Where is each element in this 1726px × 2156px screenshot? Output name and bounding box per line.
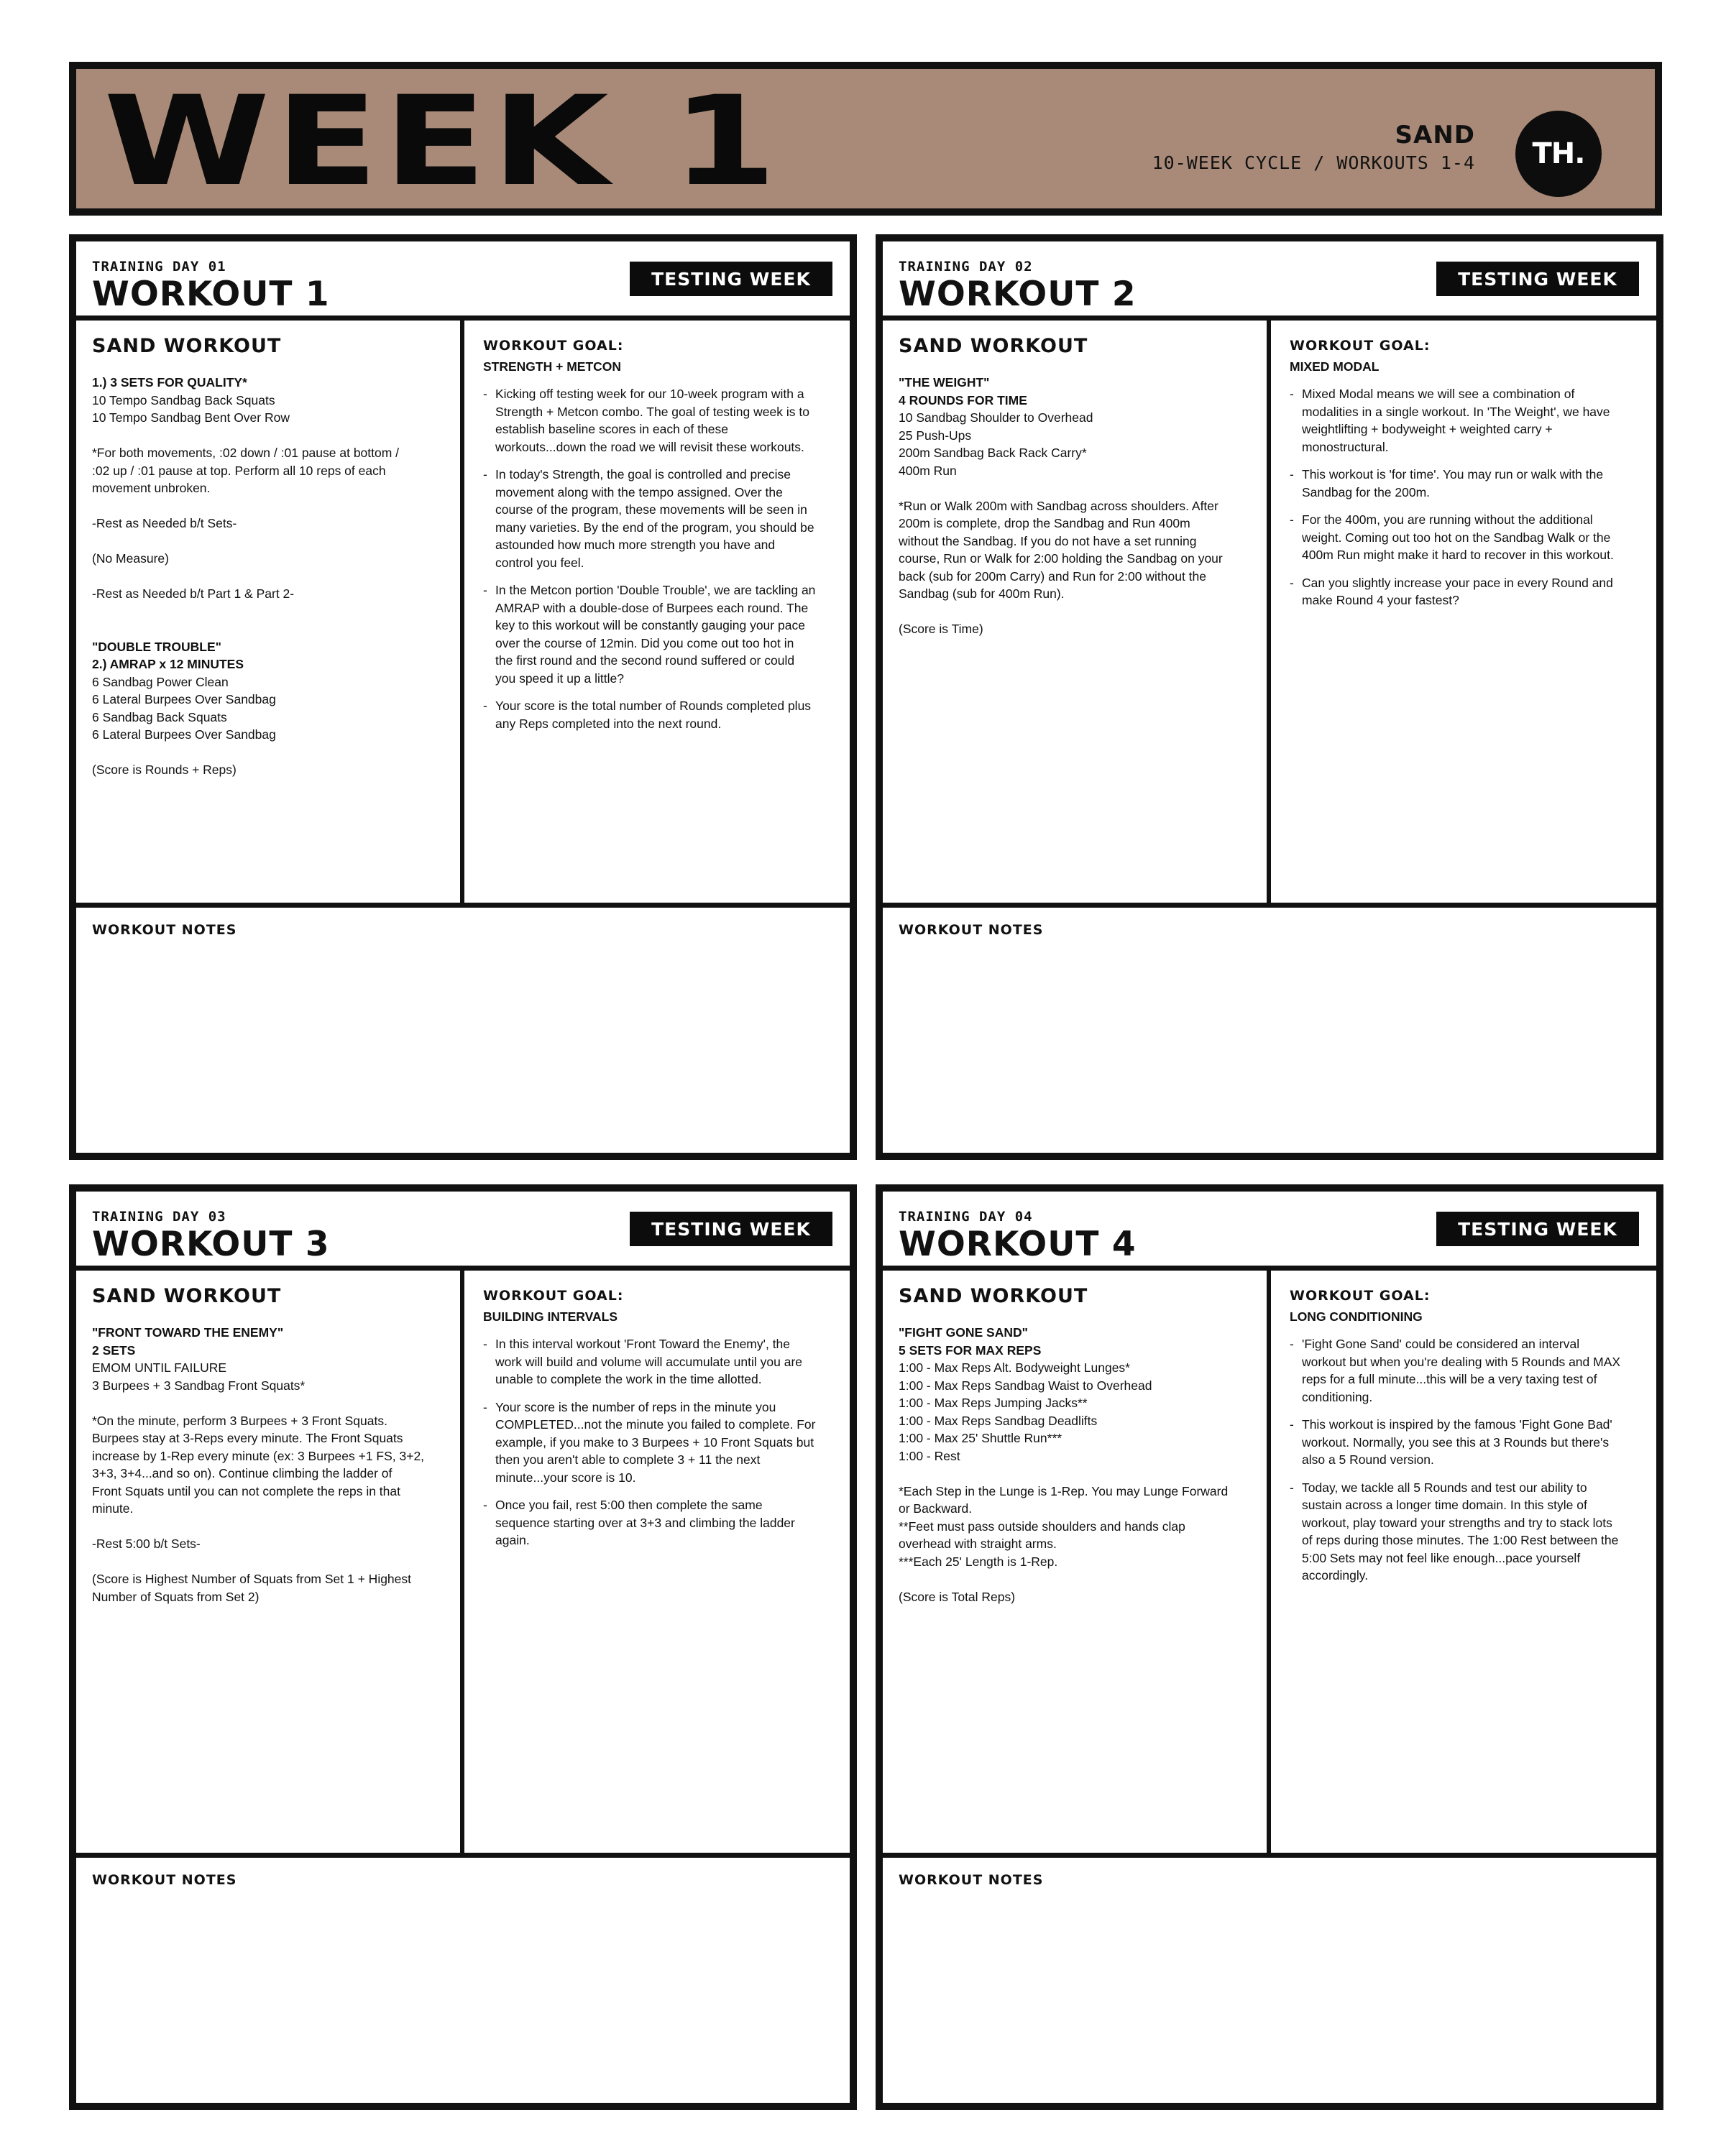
goal-type: MIXED MODAL bbox=[1290, 359, 1380, 374]
goal-text-line: Can you slightly increase your pace in every Round and bbox=[1302, 575, 1613, 590]
workout-line: 1:00 - Max Reps Sandbag Deadlifts bbox=[899, 1413, 1098, 1428]
program-name: SAND bbox=[1395, 121, 1475, 149]
workout-line: 1:00 - Max 25' Shuttle Run*** bbox=[899, 1431, 1062, 1445]
goal-text-line: the first round and the second round suffered or could bbox=[495, 653, 795, 668]
workout-line: 1:00 - Max Reps Jumping Jacks** bbox=[899, 1396, 1088, 1410]
goal-text-line: Sandbag for the 200m. bbox=[1302, 484, 1431, 499]
goal-text-line: sequence starting over at 3+3 and climbing the ladder bbox=[495, 1515, 795, 1530]
goal-bullet bbox=[1290, 385, 1638, 456]
workout-line: 1:00 - Max Reps Sandbag Waist to Overhead bbox=[899, 1378, 1152, 1393]
workout-line: 6 Sandbag Power Clean bbox=[92, 674, 229, 689]
goal-text-line: 'Fight Gone Sand' could be considered an interval bbox=[1302, 1337, 1580, 1351]
workout-line: -Rest as Needed b/t Sets- bbox=[92, 516, 237, 530]
workout-line: 6 Lateral Burpees Over Sandbag bbox=[92, 692, 276, 706]
goal-title: WORKOUT GOAL: bbox=[483, 338, 624, 354]
workout-goal-section bbox=[1271, 1271, 1656, 1853]
workout-line: -Rest as Needed b/t Part 1 & Part 2- bbox=[92, 586, 295, 601]
goal-bullet bbox=[1290, 511, 1638, 564]
testing-week-badge: TESTING WEEK bbox=[1436, 262, 1639, 296]
goal-text-line: of reps during those minutes. The 1:00 Rest between the bbox=[1302, 1533, 1619, 1547]
bullet-dash-icon: - bbox=[483, 467, 487, 482]
bullet-dash-icon: - bbox=[1290, 575, 1294, 590]
goal-text-line: This workout is 'for time'. You may run or walk with the bbox=[1302, 467, 1604, 482]
goal-text-line: example, if you make to 3 Burpees + 10 Front Squats but bbox=[495, 1434, 814, 1450]
workout-line: Number of Squats from Set 2) bbox=[92, 1589, 260, 1604]
goal-text-line: AMRAP with a double-dose of Burpees each round. The bbox=[495, 600, 809, 615]
goal-bullet bbox=[483, 1496, 831, 1549]
workout-header bbox=[883, 241, 1656, 321]
testing-week-badge: TESTING WEEK bbox=[630, 262, 832, 296]
workout-line bbox=[899, 603, 1252, 621]
workout-line: 200m is complete, drop the Sandbag and Run 400m bbox=[899, 516, 1190, 530]
workout-line: ***Each 25' Length is 1-Rep. bbox=[899, 1554, 1058, 1569]
goal-text-line: Your score is the number of reps in the minute you bbox=[495, 1399, 776, 1414]
goal-title: WORKOUT GOAL: bbox=[1290, 338, 1431, 354]
workout-card bbox=[69, 234, 857, 1160]
workout-line: "FIGHT GONE SAND" bbox=[899, 1325, 1028, 1340]
goal-text-line: In the Metcon portion 'Double Trouble', we are tackling an bbox=[495, 583, 816, 597]
goal-text-line: weight. Coming out too hot on the Sandbag Walk or the bbox=[1302, 530, 1611, 545]
bullet-dash-icon: - bbox=[483, 1498, 487, 1512]
workout-line: 25 Push-Ups bbox=[899, 428, 972, 443]
goal-type: LONG CONDITIONING bbox=[1290, 1309, 1423, 1324]
goal-text-line: many varieties. By the end of the program, you should be bbox=[495, 520, 814, 535]
goal-bullet bbox=[483, 697, 831, 732]
workout-line: 200m Sandbag Back Rack Carry* bbox=[899, 446, 1087, 460]
workout-line: 1.) 3 SETS FOR QUALITY* bbox=[92, 375, 247, 390]
goal-text-line: you speed it up a little? bbox=[495, 671, 625, 686]
goal-text-line: astounded how much more strength you have and bbox=[495, 538, 776, 552]
goal-text-line: For the 400m, you are running without the additional bbox=[1302, 512, 1593, 527]
bullet-dash-icon: - bbox=[1290, 387, 1294, 401]
workout-line: back (sub for 200m Carry) and Run for 2:00 without the bbox=[899, 568, 1206, 584]
workout-line: 1:00 - Max Reps Alt. Bodyweight Lunges* bbox=[899, 1360, 1130, 1375]
goal-text-line: establish baseline scores in each of these bbox=[495, 422, 728, 436]
workout-title: WORKOUT 2 bbox=[899, 275, 1137, 314]
bullet-dash-icon: - bbox=[1290, 467, 1294, 482]
workout-line: EMOM UNTIL FAILURE bbox=[92, 1360, 227, 1375]
workout-header bbox=[76, 241, 850, 321]
goal-text-line: reps for a full minute...this will be a very taxing test of bbox=[1302, 1372, 1597, 1386]
workout-line: *Run or Walk 200m with Sandbag across shoulders. After bbox=[899, 498, 1218, 513]
week-header bbox=[69, 62, 1662, 216]
goal-text-line: movement along with the tempo assigned. Over the bbox=[495, 484, 783, 499]
workout-line bbox=[92, 744, 446, 762]
goal-text-line: Mixed Modal means we will see a combination of bbox=[1302, 387, 1575, 401]
section-title: SAND WORKOUT bbox=[92, 335, 282, 357]
goal-text-line: any Reps completed into the next round. bbox=[495, 716, 722, 731]
workout-goal-section bbox=[464, 321, 850, 903]
goal-text-line: monostructural. bbox=[1302, 439, 1389, 454]
goal-text-line: In today's Strength, the goal is controlled and precise bbox=[495, 467, 791, 482]
workout-notes[interactable] bbox=[883, 1853, 1656, 2103]
workout-line: 3+3, 3+4...and so on). Continue climbing the ladder of bbox=[92, 1466, 393, 1480]
workout-line: :02 up / :01 pause at top. Perform all 10 reps of each bbox=[92, 463, 386, 478]
goal-text-line: 400m Run might make it hard to recover in this workout. bbox=[1302, 548, 1614, 562]
goal-text-line: work will build and volume will accumulate until you are bbox=[495, 1354, 802, 1369]
workout-line bbox=[92, 1518, 446, 1536]
workout-line: 4 ROUNDS FOR TIME bbox=[899, 392, 1027, 407]
goal-text-line: minute...your score is 10. bbox=[495, 1470, 636, 1485]
cycle-info: 10-WEEK CYCLE / WORKOUTS 1-4 bbox=[1152, 152, 1475, 173]
bullet-dash-icon: - bbox=[1290, 1480, 1294, 1495]
workout-line: minute. bbox=[92, 1501, 134, 1516]
goal-type: STRENGTH + METCON bbox=[483, 359, 622, 374]
training-day-label: TRAINING DAY 04 bbox=[899, 1209, 1033, 1225]
workout-line: (No Measure) bbox=[92, 551, 169, 566]
workout-line bbox=[92, 620, 446, 638]
workout-line: *On the minute, perform 3 Burpees + 3 Front Squats. bbox=[92, 1413, 387, 1428]
workout-line: 2.) AMRAP x 12 MINUTES bbox=[92, 657, 244, 671]
testing-week-badge: TESTING WEEK bbox=[1436, 1212, 1639, 1246]
bullet-dash-icon: - bbox=[1290, 1417, 1294, 1432]
workout-line bbox=[92, 497, 446, 515]
goal-text-line: Your score is the total number of Rounds completed plus bbox=[495, 699, 812, 713]
workout-line: 3 Burpees + 3 Sandbag Front Squats* bbox=[92, 1378, 306, 1393]
goal-text-line: In this interval workout 'Front Toward the Enemy', the bbox=[495, 1337, 791, 1351]
workout-line: "DOUBLE TROUBLE" bbox=[92, 639, 221, 654]
workout-line: overhead with straight arms. bbox=[899, 1537, 1057, 1551]
goal-bullet bbox=[483, 466, 831, 571]
goal-bullet bbox=[1290, 1335, 1638, 1406]
bullet-dash-icon: - bbox=[483, 583, 487, 597]
workout-line: "THE WEIGHT" bbox=[899, 375, 990, 390]
workout-goal-section bbox=[1271, 321, 1656, 903]
training-day-label: TRAINING DAY 02 bbox=[899, 259, 1033, 275]
workout-title: WORKOUT 3 bbox=[92, 1225, 330, 1264]
goal-text-line: Strength + Metcon combo. The goal of testing week is to bbox=[495, 404, 809, 419]
goal-text-line: Kicking off testing week for our 10-week program with a bbox=[495, 387, 804, 401]
workout-line bbox=[899, 1465, 1252, 1483]
goal-text-line: workout but when you're dealing with 5 Rounds and MAX bbox=[1302, 1354, 1621, 1369]
workout-line: **Feet must pass outside shoulders and hands clap bbox=[899, 1519, 1185, 1534]
goal-bullet bbox=[1290, 574, 1638, 609]
goal-text-line: over the course of 12min. Did you come out too hot in bbox=[495, 635, 794, 650]
workout-goal-section bbox=[464, 1271, 850, 1853]
notes-title: WORKOUT NOTES bbox=[92, 922, 237, 938]
workout-line bbox=[92, 568, 446, 586]
notes-title: WORKOUT NOTES bbox=[899, 1872, 1044, 1888]
workout-title: WORKOUT 1 bbox=[92, 275, 330, 314]
testing-week-badge: TESTING WEEK bbox=[630, 1212, 832, 1246]
workout-title: WORKOUT 4 bbox=[899, 1225, 1137, 1264]
goal-bullet bbox=[1290, 1416, 1638, 1469]
bullet-dash-icon: - bbox=[483, 1399, 487, 1414]
sand-workout-section bbox=[883, 321, 1271, 903]
workout-line: Front Squats until you can not complete the reps in that bbox=[92, 1483, 400, 1498]
goal-text-line: key to this workout will be constantly gauging your pace bbox=[495, 618, 805, 632]
workout-line: (Score is Total Reps) bbox=[899, 1589, 1016, 1604]
goal-text-line: Today, we tackle all 5 Rounds and test our ability to bbox=[1302, 1480, 1587, 1495]
goal-text-line: weightlifting + bodyweight + weighted carry + bbox=[1302, 422, 1553, 436]
workout-line bbox=[92, 1394, 446, 1412]
program-info bbox=[1152, 121, 1475, 173]
goal-type: BUILDING INTERVALS bbox=[483, 1309, 618, 1324]
goal-text-line: then you aren't able to complete 3 + 11 the next bbox=[495, 1452, 761, 1467]
sand-workout-section bbox=[883, 1271, 1271, 1853]
goal-text-line: COMPLETED...not the minute you failed to complete. For bbox=[495, 1417, 816, 1432]
workout-line bbox=[92, 603, 446, 621]
workout-line: 1:00 - Rest bbox=[899, 1448, 960, 1463]
goal-bullet bbox=[1290, 1479, 1638, 1585]
workout-line: (Score is Highest Number of Squats from Set 1 + Highest bbox=[92, 1572, 412, 1586]
goal-text-line: workout. Normally, you see this at 3 Rounds but there's bbox=[1302, 1434, 1610, 1450]
sand-workout-section bbox=[76, 321, 464, 903]
workout-line: Sandbag (sub for 400m Run). bbox=[899, 586, 1065, 601]
goal-text-line: again. bbox=[495, 1533, 530, 1547]
workout-line: 6 Lateral Burpees Over Sandbag bbox=[92, 727, 276, 742]
goal-text-line: control you feel. bbox=[495, 555, 584, 570]
goal-text-line: Once you fail, rest 5:00 then complete the same bbox=[495, 1498, 763, 1512]
goal-bullet bbox=[483, 1399, 831, 1487]
goal-bullet bbox=[1290, 466, 1638, 501]
workout-line: 400m Run bbox=[899, 463, 957, 478]
bullet-dash-icon: - bbox=[1290, 1337, 1294, 1351]
workout-header bbox=[883, 1192, 1656, 1271]
bullet-dash-icon: - bbox=[483, 699, 487, 713]
workout-notes[interactable] bbox=[883, 903, 1656, 1153]
goal-bullet bbox=[483, 385, 831, 456]
workout-card bbox=[876, 1184, 1663, 2110]
section-title: SAND WORKOUT bbox=[899, 1285, 1088, 1307]
workout-line bbox=[899, 1570, 1252, 1588]
workout-line: (Score is Time) bbox=[899, 622, 983, 636]
workout-line: *For both movements, :02 down / :01 pause at bottom / bbox=[92, 446, 400, 460]
workout-line: increase by 1-Rep every minute (ex: 3 Burpees +1 FS, 3+2, bbox=[92, 1448, 425, 1463]
goal-text-line: make Round 4 your fastest? bbox=[1302, 593, 1459, 607]
goal-text-line: modalities in a single workout. In 'The Weight', we have bbox=[1302, 404, 1610, 419]
week-title: WEEK 1 bbox=[104, 69, 782, 213]
goal-text-line: sustain across a longer time domain. In this style of bbox=[1302, 1498, 1587, 1512]
workout-line: 6 Sandbag Back Squats bbox=[92, 709, 227, 724]
goal-text-line: course of the program, these movements will be seen in bbox=[495, 502, 807, 517]
goal-text-line: workouts...down the road we will revisit these workouts. bbox=[495, 439, 804, 454]
workout-line: (Score is Rounds + Reps) bbox=[92, 763, 237, 777]
workout-line: 5 SETS FOR MAX REPS bbox=[899, 1342, 1042, 1358]
workout-line: *Each Step in the Lunge is 1-Rep. You may Lunge Forward bbox=[899, 1483, 1229, 1498]
workout-notes[interactable] bbox=[76, 903, 850, 1153]
notes-title: WORKOUT NOTES bbox=[92, 1872, 237, 1888]
goal-title: WORKOUT GOAL: bbox=[1290, 1288, 1431, 1304]
workout-line bbox=[92, 1553, 446, 1571]
workout-line bbox=[899, 479, 1252, 497]
brand-logo: TH. bbox=[1515, 111, 1602, 197]
goal-text-line: also a 5 Round version. bbox=[1302, 1452, 1434, 1467]
workout-line: "FRONT TOWARD THE ENEMY" bbox=[92, 1325, 284, 1340]
bullet-dash-icon: - bbox=[483, 1337, 487, 1351]
goal-text-line: 5:00 Sets may not feel like enough...pace yourself bbox=[1302, 1550, 1581, 1565]
notes-title: WORKOUT NOTES bbox=[899, 922, 1044, 938]
workout-line: without the Sandbag. If you do not have a set running bbox=[899, 533, 1197, 548]
section-title: SAND WORKOUT bbox=[92, 1285, 282, 1307]
workout-line: or Backward. bbox=[899, 1501, 973, 1516]
goal-text-line: unable to complete the work in the time allotted. bbox=[495, 1372, 762, 1386]
bullet-dash-icon: - bbox=[483, 387, 487, 401]
workout-header bbox=[76, 1192, 850, 1271]
goal-text-line: conditioning. bbox=[1302, 1389, 1373, 1404]
workout-card bbox=[876, 234, 1663, 1160]
goal-text-line: workout, play toward your strengths and try to stack lots bbox=[1302, 1515, 1612, 1530]
training-day-label: TRAINING DAY 03 bbox=[92, 1209, 226, 1225]
workout-line bbox=[92, 427, 446, 445]
workout-line: 10 Tempo Sandbag Bent Over Row bbox=[92, 410, 290, 425]
goal-text-line: accordingly. bbox=[1302, 1568, 1369, 1583]
workout-line: course, Run or Walk for 2:00 holding the Sandbag on your bbox=[899, 551, 1223, 566]
workout-line: 10 Sandbag Shoulder to Overhead bbox=[899, 410, 1093, 425]
workout-notes[interactable] bbox=[76, 1853, 850, 2103]
workout-card bbox=[69, 1184, 857, 2110]
workout-line: -Rest 5:00 b/t Sets- bbox=[92, 1537, 201, 1551]
training-day-label: TRAINING DAY 01 bbox=[92, 259, 226, 275]
workout-line bbox=[92, 533, 446, 550]
workout-line: 10 Tempo Sandbag Back Squats bbox=[92, 392, 275, 407]
workout-line: Burpees stay at 3-Reps every minute. The Front Squats bbox=[92, 1431, 403, 1445]
goal-bullet bbox=[483, 581, 831, 687]
goal-title: WORKOUT GOAL: bbox=[483, 1288, 624, 1304]
section-title: SAND WORKOUT bbox=[899, 335, 1088, 357]
sand-workout-section bbox=[76, 1271, 464, 1853]
workout-line: movement unbroken. bbox=[92, 481, 211, 495]
workout-line: 2 SETS bbox=[92, 1342, 136, 1358]
goal-bullet bbox=[483, 1335, 831, 1388]
bullet-dash-icon: - bbox=[1290, 512, 1294, 527]
goal-text-line: This workout is inspired by the famous 'Fight Gone Bad' bbox=[1302, 1417, 1612, 1432]
